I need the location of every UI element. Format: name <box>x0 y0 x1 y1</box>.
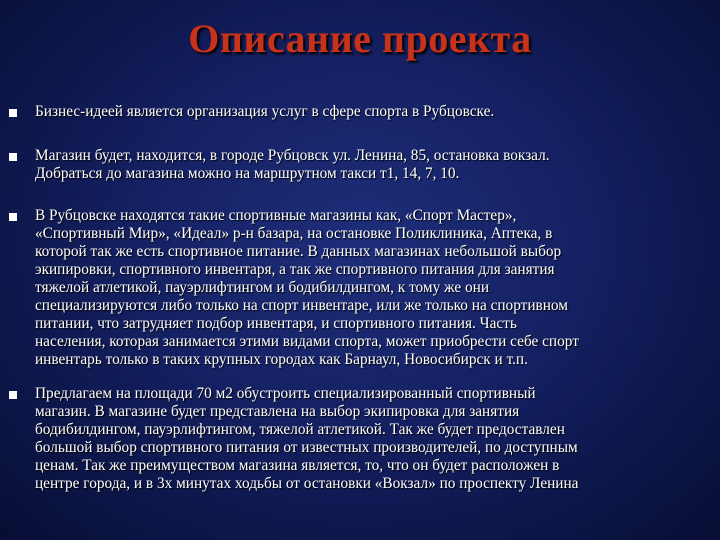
bullet-text: Бизнес-идеей является организация услуг в сфере спорта в Рубцовске. <box>35 103 495 120</box>
bullet-text: Магазин будет, находится, в городе Рубцовск ул. Ленина, 85, остановка вокзал. Добраться до магазина можно на маршрутном такси т1, 14, 7, 10. <box>35 147 550 182</box>
square-bullet-icon <box>9 153 17 161</box>
bullet-text: Предлагаем на площади 70 м2 обустроить специализированный спортивный магазин. В магазине будет представлена на выбор экипировка для занятия бодибилдингом, пауэрлифтингом, тяжелой атлетикой. Так же будет предоставлен большой выбор спортивного питания от известных производителей, по доступным ценам. Так же преимуществом магазина является, то, что он будет расположен в центре города, и в 3х минутах ходьбы от остановки «Вокзал» по проспекту Ленина <box>35 385 579 492</box>
square-bullet-icon <box>9 213 17 221</box>
square-bullet-icon <box>9 109 17 117</box>
slide-title: Описание проекта <box>188 16 532 61</box>
square-bullet-icon <box>9 391 17 399</box>
bullet-text: В Рубцовске находятся такие спортивные магазины как, «Спорт Мастер», «Спортивный Мир», «Идеал» р-н базара, на остановке Поликлиника, Аптека, в которой так же есть спортивное питание. В данных магазинах небольшой выбор экипировки, спортивного инвентаря, а так же спортивного питания для занятия тяжелой атлетикой, пауэрлифтингом и бодибилдингом, к тому же они специализируются либо только на спорт инвентаре, или же только на спортивном питании, что затрудняет подбор инвентаря, и спортивного питания. Часть населения, которая занимается этими видами спорта, может приобрести себе спорт инвентарь только в таких крупных городах как Барнаул, Новосибирск и т.п. <box>35 207 579 368</box>
